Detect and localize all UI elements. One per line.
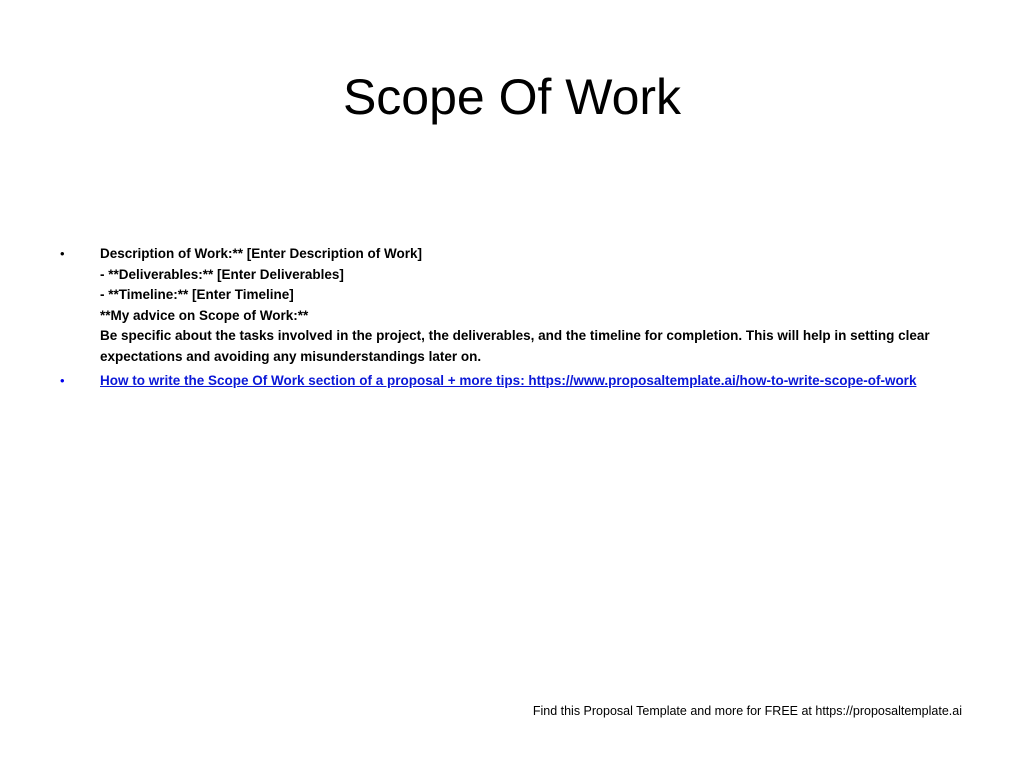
bullet-item-description: [60, 244, 940, 367]
bullet-text: [100, 371, 940, 392]
bullet-text: [100, 244, 940, 367]
description-of-work-line: Description of Work:** [Enter Description of Work]: [100, 246, 423, 261]
footer-note: Find this Proposal Template and more for FREE at https://proposaltemplate.ai: [532, 704, 962, 718]
bullet-item-link: [60, 371, 940, 392]
bullet-list: [60, 244, 940, 396]
advice-body-line: Be specific about the tasks involved in the project, the deliverables, and the timeline for completion. This will help in setting clear expectations and avoiding any misunderstandings later on.: [100, 328, 930, 364]
how-to-write-scope-link[interactable]: How to write the Scope Of Work section of a proposal + more tips: https://www.proposaltemplate.ai/how-to-write-scope-of-work: [100, 373, 917, 388]
timeline-line: - **Timeline:** [Enter Timeline]: [100, 287, 294, 302]
advice-heading-line: **My advice on Scope of Work:**: [100, 307, 309, 323]
deliverables-line: - **Deliverables:** [Enter Deliverables]: [100, 266, 344, 282]
slide-title: Scope Of Work: [342, 69, 682, 125]
bullet-marker: •: [60, 246, 65, 261]
bullet-marker: •: [60, 373, 65, 388]
